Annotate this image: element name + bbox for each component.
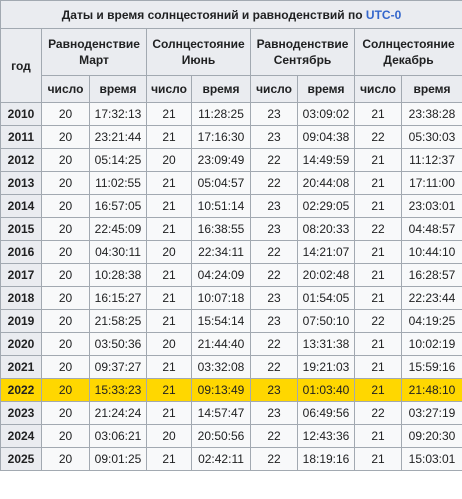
year-cell: 2021 [1,356,42,379]
time-cell: 01:54:05 [298,287,355,310]
time-cell: 21:58:25 [90,310,147,333]
day-header: число [355,76,402,103]
day-cell: 23 [251,195,298,218]
time-cell: 15:03:01 [402,448,462,471]
day-cell: 21 [147,195,192,218]
time-cell: 05:30:03 [402,126,462,149]
time-cell: 13:31:38 [298,333,355,356]
day-header: число [251,76,298,103]
year-cell: 2014 [1,195,42,218]
year-cell: 2020 [1,333,42,356]
time-cell: 09:01:25 [90,448,147,471]
table-row [1,126,462,149]
table-row-highlighted [1,379,462,402]
table-body [1,103,462,471]
time-cell: 11:12:37 [402,149,462,172]
time-cell: 22:45:09 [90,218,147,241]
time-cell: 09:04:38 [298,126,355,149]
day-cell: 20 [147,425,192,448]
time-cell: 14:21:07 [298,241,355,264]
day-cell: 22 [355,218,402,241]
day-cell: 22 [251,172,298,195]
year-cell: 2012 [1,149,42,172]
day-cell: 21 [355,264,402,287]
day-cell: 20 [42,448,90,471]
time-cell: 21:24:24 [90,402,147,425]
time-cell: 21:44:40 [192,333,251,356]
day-cell: 20 [42,310,90,333]
season-header-september: Равноденствие Сентябрь [251,29,355,76]
time-cell: 04:30:11 [90,241,147,264]
time-cell: 03:50:36 [90,333,147,356]
day-cell: 22 [355,402,402,425]
time-cell: 08:20:33 [298,218,355,241]
day-header: число [147,76,192,103]
time-cell: 15:59:16 [402,356,462,379]
year-cell: 2022 [1,379,42,402]
time-cell: 03:32:08 [192,356,251,379]
time-cell: 10:28:38 [90,264,147,287]
table-row [1,333,462,356]
time-cell: 05:14:25 [90,149,147,172]
day-cell: 21 [355,103,402,126]
day-cell: 21 [355,149,402,172]
year-cell: 2016 [1,241,42,264]
day-cell: 23 [251,287,298,310]
season-header-march: Равноденствие Март [42,29,147,76]
day-cell: 22 [251,356,298,379]
table-row [1,310,462,333]
time-cell: 23:09:49 [192,149,251,172]
day-cell: 22 [251,149,298,172]
time-cell: 18:19:16 [298,448,355,471]
table-row [1,195,462,218]
day-cell: 21 [355,172,402,195]
day-cell: 21 [147,172,192,195]
day-cell: 21 [147,310,192,333]
time-header: время [298,76,355,103]
time-header: время [90,76,147,103]
day-cell: 20 [42,195,90,218]
time-cell: 01:03:40 [298,379,355,402]
time-cell: 06:49:56 [298,402,355,425]
table-row [1,172,462,195]
time-header: время [402,76,462,103]
day-cell: 21 [147,402,192,425]
day-cell: 21 [355,195,402,218]
day-cell: 21 [147,448,192,471]
day-cell: 23 [251,103,298,126]
time-cell: 07:50:10 [298,310,355,333]
day-cell: 22 [251,333,298,356]
day-cell: 20 [42,356,90,379]
time-cell: 22:34:11 [192,241,251,264]
time-cell: 10:44:10 [402,241,462,264]
year-cell: 2025 [1,448,42,471]
day-cell: 20 [42,333,90,356]
day-cell: 20 [42,126,90,149]
day-cell: 21 [147,264,192,287]
year-cell: 2017 [1,264,42,287]
year-cell: 2015 [1,218,42,241]
time-cell: 16:57:05 [90,195,147,218]
time-cell: 10:02:19 [402,333,462,356]
day-cell: 20 [42,218,90,241]
season-header-june: Солнцестояние Июнь [147,29,251,76]
day-cell: 21 [355,333,402,356]
year-cell: 2011 [1,126,42,149]
day-cell: 20 [42,241,90,264]
day-cell: 23 [251,402,298,425]
day-cell: 23 [251,126,298,149]
table-row [1,103,462,126]
table-row [1,264,462,287]
time-cell: 04:48:57 [402,218,462,241]
time-cell: 21:48:10 [402,379,462,402]
year-cell: 2023 [1,402,42,425]
time-cell: 10:07:18 [192,287,251,310]
day-cell: 20 [147,149,192,172]
time-cell: 16:15:27 [90,287,147,310]
time-cell: 16:38:55 [192,218,251,241]
day-cell: 23 [251,218,298,241]
time-cell: 20:02:48 [298,264,355,287]
day-cell: 21 [147,103,192,126]
table-row [1,218,462,241]
time-cell: 03:09:02 [298,103,355,126]
time-cell: 09:13:49 [192,379,251,402]
time-cell: 02:42:11 [192,448,251,471]
time-header: время [192,76,251,103]
day-cell: 20 [42,402,90,425]
year-cell: 2013 [1,172,42,195]
season-header-december: Солнцестояние Декабрь [355,29,462,76]
time-cell: 09:20:30 [402,425,462,448]
day-cell: 22 [355,310,402,333]
utc-link[interactable]: UTC-0 [365,7,402,22]
table-row [1,356,462,379]
time-cell: 04:24:09 [192,264,251,287]
day-cell: 21 [355,356,402,379]
day-cell: 21 [147,287,192,310]
time-cell: 15:54:14 [192,310,251,333]
day-cell: 20 [42,287,90,310]
year-cell: 2024 [1,425,42,448]
time-cell: 12:43:36 [298,425,355,448]
time-cell: 14:57:47 [192,402,251,425]
day-cell: 22 [251,448,298,471]
table-row [1,448,462,471]
time-cell: 20:44:08 [298,172,355,195]
day-cell: 20 [147,333,192,356]
time-cell: 14:49:59 [298,149,355,172]
time-cell: 04:19:25 [402,310,462,333]
day-cell: 20 [42,149,90,172]
time-cell: 10:51:14 [192,195,251,218]
day-cell: 22 [251,425,298,448]
time-cell: 11:02:55 [90,172,147,195]
year-cell: 2019 [1,310,42,333]
day-cell: 20 [42,379,90,402]
time-cell: 17:11:00 [402,172,462,195]
time-cell: 15:33:23 [90,379,147,402]
time-cell: 16:28:57 [402,264,462,287]
year-cell: 2018 [1,287,42,310]
time-cell: 11:28:25 [192,103,251,126]
year-header: год [1,29,42,103]
time-cell: 23:21:44 [90,126,147,149]
day-cell: 21 [147,218,192,241]
time-cell: 05:04:57 [192,172,251,195]
time-cell: 03:06:21 [90,425,147,448]
time-cell: 19:21:03 [298,356,355,379]
day-cell: 21 [355,448,402,471]
day-header: число [42,76,90,103]
time-cell: 22:23:44 [402,287,462,310]
day-cell: 20 [42,425,90,448]
day-cell: 22 [355,126,402,149]
time-cell: 17:16:30 [192,126,251,149]
table-row [1,402,462,425]
time-cell: 23:38:28 [402,103,462,126]
day-cell: 20 [42,103,90,126]
day-cell: 22 [251,264,298,287]
day-cell: 21 [147,379,192,402]
time-cell: 03:27:19 [402,402,462,425]
year-cell: 2010 [1,103,42,126]
time-cell: 09:37:27 [90,356,147,379]
time-cell: 20:50:56 [192,425,251,448]
day-cell: 23 [251,379,298,402]
day-cell: 22 [251,241,298,264]
time-cell: 23:03:01 [402,195,462,218]
table-title-text: Даты и время солнцестояний и равноденствий по [61,7,363,22]
day-cell: 20 [42,264,90,287]
day-cell: 21 [355,287,402,310]
day-cell: 21 [147,126,192,149]
day-cell: 21 [355,425,402,448]
day-cell: 23 [251,310,298,333]
table-row [1,149,462,172]
table-row [1,241,462,264]
table-row [1,425,462,448]
table-title [1,1,462,29]
time-cell: 17:32:13 [90,103,147,126]
day-cell: 21 [147,356,192,379]
day-cell: 20 [42,172,90,195]
table-row [1,287,462,310]
time-cell: 02:29:05 [298,195,355,218]
day-cell: 21 [355,241,402,264]
day-cell: 20 [147,241,192,264]
subheader-row [1,76,462,103]
day-cell: 21 [355,379,402,402]
